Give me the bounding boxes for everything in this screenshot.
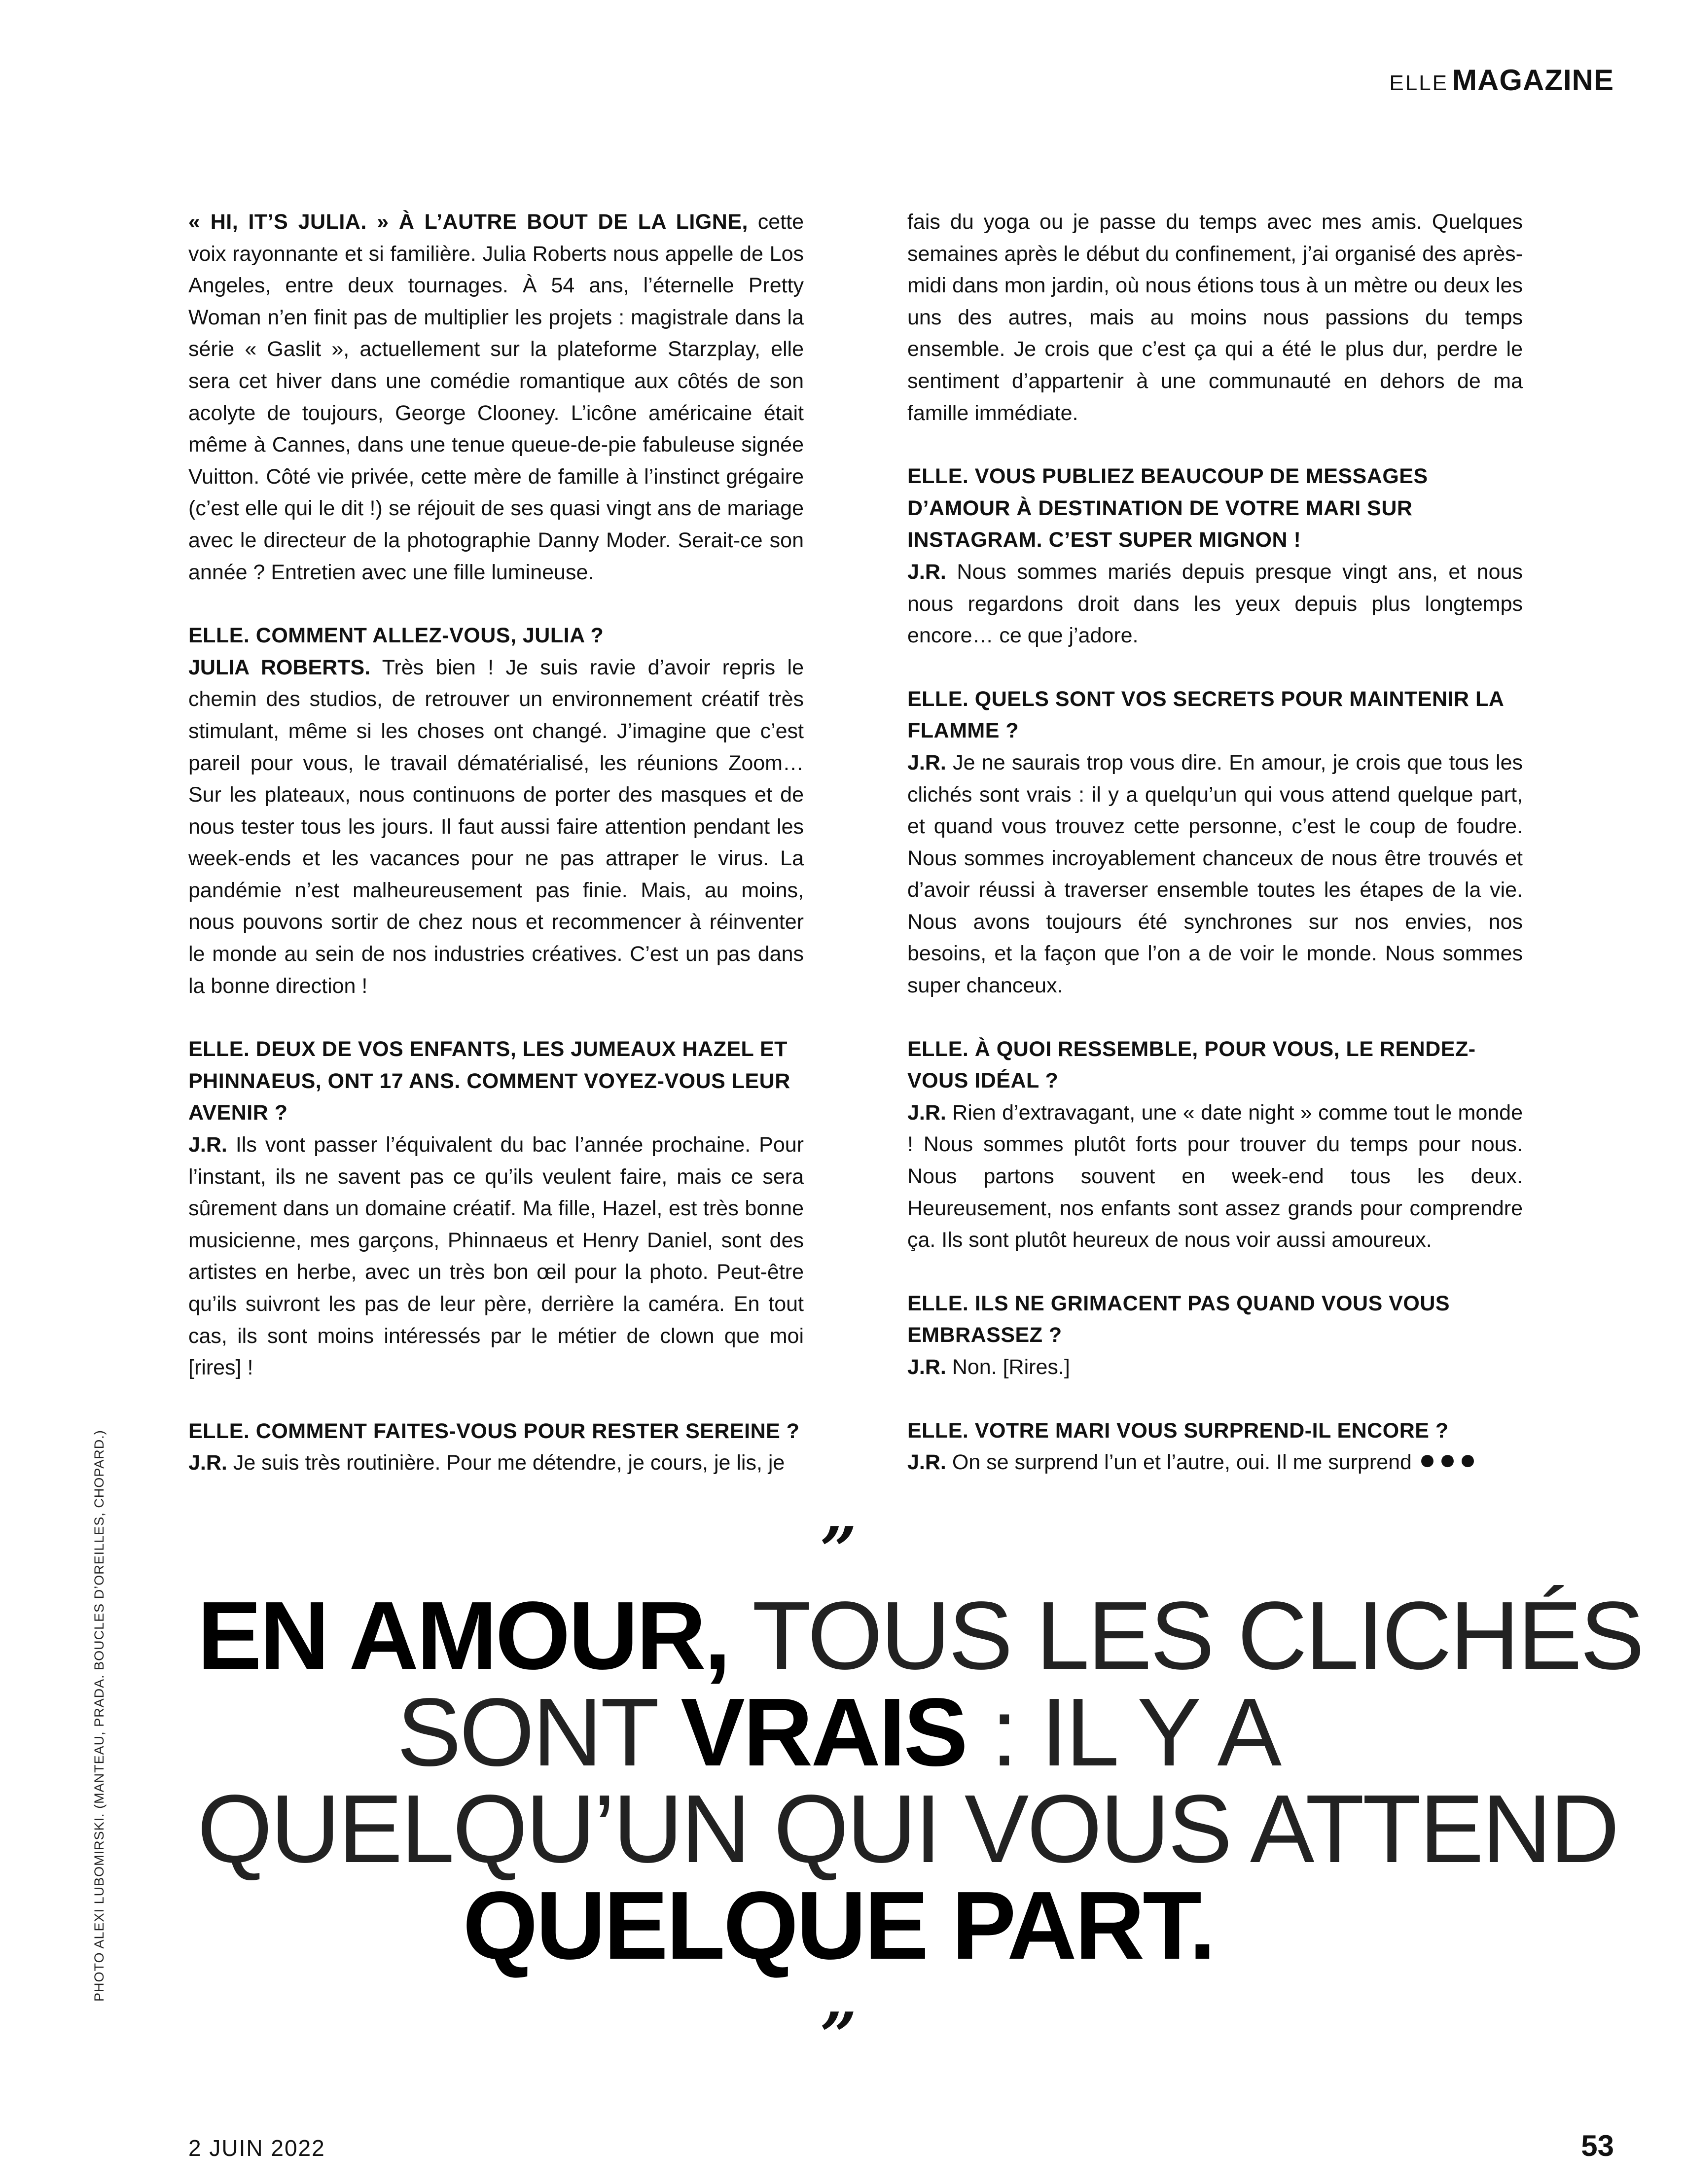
continuation-paragraph: fais du yoga ou je passe du temps avec mes amis. Quelques semaines après le début du confinement, j’ai organisé des après-midi dans mon jardin, où nous étions tous à un mètre ou deux les uns des autres, mais au moins nous passions du temps ensemble. Je crois que c’est ça qui a été le plus dur, perdre le sentiment d’appartenir à une communauté en dehors de ma famille immédiate. — [907, 210, 1523, 425]
answer: Je suis très routinière. Pour me détendre, je cours, je lis, je — [227, 1451, 785, 1475]
intro-paragraph — [188, 206, 804, 588]
qa-block — [907, 1033, 1523, 1256]
answer: Rien d’extravagant, une « date night » comme tout le monde ! Nous sommes plutôt forts pour trouver du temps pour nous. Nous partons souvent en week-end tous les deux. Heureusement, nos enfants sont assez grands pour comprendre ça. Ils sont plutôt heureux de nous voir aussi amoureux. — [907, 1100, 1523, 1252]
close-quote-mark: ” — [820, 1998, 857, 2074]
pull-quote-bold: QUELQUE PART. — [463, 1871, 1214, 1979]
pull-quote-bold: VRAIS — [681, 1678, 967, 1786]
pull-quote-line-4 — [197, 1871, 1479, 1979]
open-quote-mark: ” — [820, 1513, 857, 1588]
brand-name: ELLE — [1389, 71, 1449, 95]
intro-lead: « HI, IT’S JULIA. » À L’AUTRE BOUT DE LA LIGNE, — [188, 210, 748, 234]
masthead — [1389, 63, 1614, 97]
qa-block — [907, 460, 1523, 652]
pull-quote — [197, 1582, 1643, 1979]
pull-quote-line-1 — [197, 1582, 1643, 1690]
answer: Ils vont passer l’équivalent du bac l’année prochaine. Pour l’instant, ils ne savent pas ce qu’ils veulent faire, mais ce sera sûrement dans un domaine créatif. Ma fille, Hazel, est très bonne musicienne, mes garçons, Phinnaeus et Henry Daniel, sont des artistes en herbe, avec un très bon œil pour la photo. Peut-être qu’ils suivront les pas de leur père, derrière la caméra. En tout cas, ils sont moins intéressés par le métier de clown que moi [rires] ! — [188, 1133, 804, 1380]
speaker: J.R. — [907, 1355, 946, 1379]
continued-dots-icon: ●●● — [1418, 1444, 1480, 1476]
answer: Nous sommes mariés depuis presque vingt ans, et nous nous regardons droit dans les yeux depuis plus longtemps encore… ce que j’adore. — [907, 560, 1523, 648]
section-name: MAGAZINE — [1452, 64, 1614, 97]
intro-text: cette voix rayonnante et si familière. Julia Roberts nous appelle de Los Angeles, entre deux tournages. À 54 ans, l’éternelle Pretty Woman n’en finit pas de multiplier les projets : magistrale dans la série « Gaslit », actuellement sur la plateforme Starzplay, elle sera cet hiver dans une comédie romantique aux côtés de son acolyte de toujours, George Clooney. L’icône américaine était même à Cannes, dans une tenue queue-de-pie fabuleuse signée Vuitton. Côté vie privée, cette mère de famille à l’instinct grégaire (c’est elle qui le dit !) se réjouit de ses quasi vingt ans de mariage avec le directeur de la photographie Danny Moder. Serait-ce son année ? Entretien avec une fille lumineuse. — [188, 210, 804, 584]
question: ELLE. DEUX DE VOS ENFANTS, LES JUMEAUX HAZEL ET PHINNAEUS, ONT 17 ANS. COMMENT VOYEZ-VOUS LEUR AVENIR ? — [188, 1037, 790, 1125]
question: ELLE. QUELS SONT VOS SECRETS POUR MAINTENIR LA FLAMME ? — [907, 687, 1504, 743]
right-column — [907, 206, 1523, 1510]
pull-quote-line-3 — [197, 1775, 1618, 1883]
pull-quote-light: : IL Y A — [966, 1678, 1280, 1786]
photo-credit: PHOTO ALEXI LUBOMIRSKI. (MANTEAU, PRADA. BOUCLES D’OREILLES, CHOPARD.) — [92, 1430, 107, 2002]
question: ELLE. ILS NE GRIMACENT PAS QUAND VOUS VOUS EMBRASSEZ ? — [907, 1291, 1450, 1347]
answer: Non. [Rires.] — [946, 1355, 1070, 1379]
qa-block — [188, 1415, 804, 1479]
qa-block — [907, 1415, 1523, 1479]
page-number: 53 — [1581, 2129, 1614, 2162]
pull-quote-line-2 — [197, 1678, 1479, 1786]
pull-quote-bold: EN AMOUR, — [197, 1582, 729, 1690]
speaker: J.R. — [188, 1451, 227, 1475]
pull-quote-light: TOUS LES CLICHÉS — [729, 1582, 1643, 1690]
answer: On se surprend l’un et l’autre, oui. Il me surprend — [946, 1450, 1412, 1475]
speaker: J.R. — [188, 1133, 227, 1157]
speaker: J.R. — [907, 750, 946, 775]
pull-quote-light: QUELQU’UN QUI VOUS ATTEND — [197, 1775, 1618, 1883]
qa-block — [907, 683, 1523, 1002]
issue-date: 2 JUIN 2022 — [188, 2135, 325, 2161]
question: ELLE. VOTRE MARI VOUS SURPREND-IL ENCORE ? — [907, 1418, 1449, 1443]
answer: Je ne saurais trop vous dire. En amour, je crois que tous les clichés sont vrais : il y a quelqu’un qui vous attend quelque part, et quand vous trouvez cette personne, c’est le coup de foudre. Nous sommes incroyablement chanceux de nous être trouvés et d’avoir réussi à traverser ensemble toutes les étapes de la vie. Nous avons toujours été synchrones sur nos envies, nos besoins, et la façon que l’on a de voir le monde. Nous sommes super chanceux. — [907, 750, 1523, 998]
question: ELLE. COMMENT ALLEZ-VOUS, JULIA ? — [188, 624, 604, 648]
qa-block — [188, 620, 804, 1002]
qa-block — [188, 1033, 804, 1384]
speaker: J.R. — [907, 1100, 946, 1125]
speaker: J.R. — [907, 560, 946, 584]
question: ELLE. COMMENT FAITES-VOUS POUR RESTER SEREINE ? — [188, 1419, 800, 1443]
question: ELLE. VOUS PUBLIEZ BEAUCOUP DE MESSAGES D’AMOUR À DESTINATION DE VOTRE MARI SUR INSTAGRAM. C’EST SUPER MIGNON ! — [907, 464, 1428, 552]
qa-block — [907, 1288, 1523, 1383]
speaker: J.R. — [907, 1450, 946, 1475]
question: ELLE. À QUOI RESSEMBLE, POUR VOUS, LE RENDEZ-VOUS IDÉAL ? — [907, 1037, 1476, 1093]
speaker: JULIA ROBERTS. — [188, 655, 371, 679]
answer: Très bien ! Je suis ravie d’avoir repris le chemin des studios, de retrouver un environnement créatif très stimulant, même si les choses ont changé. J’imagine que c’est pareil pour vous, le travail dématérialisé, les réunions Zoom… Sur les plateaux, nous continuons de porter des masques et de nous tester tous les jours. Il faut aussi faire attention pendant les week-ends et les vacances pour ne pas attraper le virus. La pandémie n’est malheureusement pas finie. Mais, au moins, nous pouvons sortir de chez nous et recommencer à réinventer le monde au sein de nos industries créatives. C’est un pas dans la bonne direction ! — [188, 655, 804, 998]
pull-quote-light: SONT — [396, 1678, 681, 1786]
left-column — [188, 206, 804, 1511]
